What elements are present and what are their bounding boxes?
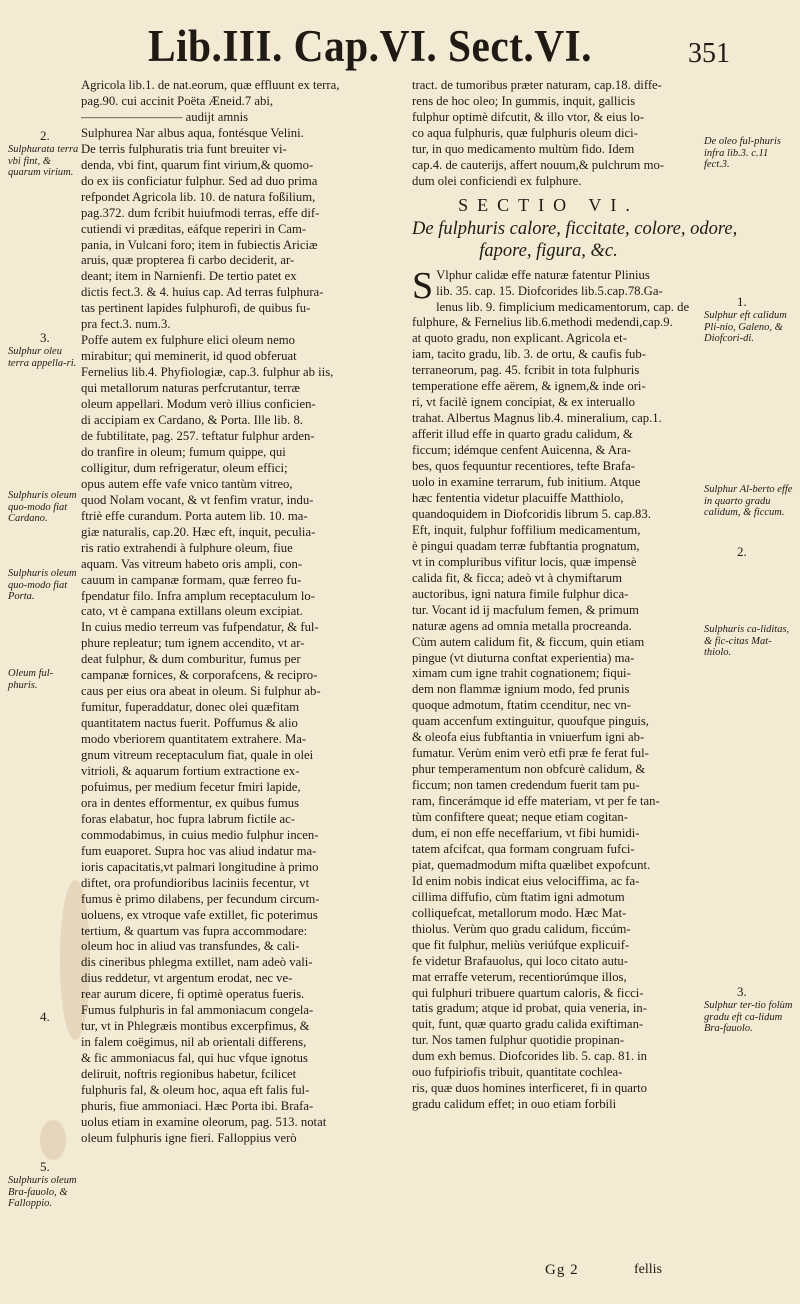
text-line: cap.4. de cauterijs, affert nouum,& pulchrum mo- (412, 157, 665, 172)
text-line: ri, vt facilè ignem concipiat, & ex interuallo (412, 395, 636, 410)
margin-note: Sulphuris ca-liditas, & fic-citas Mat-thiolo. (704, 624, 790, 658)
text-line: tatem afcifcat, qua formam congruam fufci- (412, 841, 635, 856)
text-line: commodabimus, in cuius medio fulphur incen- (81, 827, 319, 842)
text-line: Agricola lib.1. de nat.eorum, quæ effluunt ex terra, (81, 78, 340, 92)
text-line: qui metallorum naturas perfcrutantur, terræ (81, 381, 300, 396)
margin-number: 1. (737, 294, 747, 309)
text-line: aquam. Vas vitreum habeto oris ampli, con- (81, 556, 303, 571)
text-line: mat erraffe veterum, recentiorúmque illos, (412, 969, 627, 984)
text-line: deat fulphur, & dum comburitur, fumus per (81, 652, 301, 667)
text-line: Sulphurea Nar albus aqua, fontésque Velini. (81, 125, 304, 140)
text-line: refpondet Agricola lib. 10. de natura foßilium, (81, 189, 316, 204)
margin-note: Sulphur oleu terra appella-ri. (8, 346, 77, 369)
drop-cap: S (412, 264, 434, 307)
text-line: pra fect.3. num.3. (81, 317, 171, 332)
text-line: pingue (vt diuturna conftat experientia) ma- (412, 650, 635, 665)
text-line: quoque admotum, ftatim ccenditur, nec vn- (412, 698, 631, 713)
text-line: tur. Vocant id ij macfulum femen, & primum (412, 602, 639, 617)
text-line: cutiendi vi præditas, eáfque reperiri in Cam- (81, 221, 307, 236)
text-line: pag.372. dum fcribit huiufmodi terras, effe dif- (81, 205, 320, 220)
margin-number: 3. (40, 330, 50, 345)
text-line: ram, fincerámque id effe materiam, vt per fe tan- (412, 794, 660, 809)
text-line: quam accenfum extinguitur, quoufque pinguis, (412, 714, 649, 729)
text-line: aruis, quæ propterea fi carbo deciderit, ar- (81, 253, 295, 268)
margin-note: Sulphuris oleum quo-modo fiat Cardano. (8, 490, 77, 524)
text-line: pag.90. cui accinit Poëta Æneid.7 abi, (81, 93, 274, 108)
text-line: dum olei conficiendi ex fulphure. (412, 173, 582, 188)
text-line: ficcum; non tamen credendum fuerit tam pu- (412, 778, 640, 793)
right-text-column (412, 78, 738, 1113)
text-line: dum exh bemus. Diofcorides lib. 5. cap. 81. in (412, 1049, 648, 1064)
text-line: fulphure, & Fernelius lib.6.methodi medendi,cap.9. (412, 315, 673, 330)
text-line: deliruit, noftris regionibus habetur, fcilicet (81, 1067, 297, 1082)
text-line: piat, quemadmodum mifta quælibet expofcunt. (412, 857, 651, 872)
text-line: quandoquidem in Diofcoridis librum 5. cap.83. (412, 506, 651, 521)
text-line: tertium, & quartum vas fupra accommodare: (81, 923, 308, 938)
margin-note: Sulphurata terra vbi fint, & quarum virium. (8, 144, 79, 178)
section-label: SECTIO VI. (458, 194, 639, 215)
text-line: naturæ agens ad omnia metalla procreanda. (412, 618, 632, 633)
running-head (60, 18, 740, 76)
catchword: fellis (634, 1262, 662, 1277)
text-line: giæ naturalis, cap.20. Hæc eft, inquit, peculia- (81, 524, 316, 539)
text-line: rear aurum dicere, fi optimè operatus fueris. (81, 987, 305, 1002)
section-title (412, 218, 738, 262)
margin-note: De oleo ful-phuris infra lib.3. c.11 fect.3. (704, 136, 781, 170)
text-line: dius reddetur, vt argentum erodat, nec ve- (81, 971, 293, 986)
margin-number: 2. (737, 544, 747, 559)
text-line: auctoribus, igni natura fimile fulphur dica- (412, 586, 629, 601)
text-line: dum, ei non effe neceffarium, vt fibi humidi- (412, 825, 640, 840)
text-line: ximam cum igne trahit cognationem; fiqui- (412, 666, 631, 681)
text-line: fumatur. Verùm enim verò etfi præ fe ferat ful- (412, 746, 649, 761)
text-line: Id enim nobis indicat eius velociffima, ac fa- (412, 873, 640, 888)
text-line: do tranfire in oleum; fumum quippe, qui (81, 444, 286, 459)
text-line: lib. 35. cap. 15. Diofcorides lib.5.cap.78.Ga- (436, 283, 663, 298)
text-line: tatis gradum; atque id probat, quia veneria, in- (412, 1001, 647, 1016)
margin-note: Sulphur Al-berto effe in quarto gradu calidum, & ficcum. (704, 484, 793, 518)
text-line: pania, in Vulcani foro; item in fubiectis Ariciæ (81, 237, 318, 252)
text-line: oleum fulphuris igne fieri. Falloppius verò (81, 1130, 297, 1145)
text-line: tas pertinent lapides fulphurofi, de quibus fu- (81, 301, 311, 316)
text-line: tract. de tumoribus præter naturam, cap.18. diffe- (412, 78, 662, 92)
text-line: trahat. Albertus Magnus lib.4. mineralium, cap.1. (412, 411, 662, 426)
text-line: dis cineribus phlegma extillet, nam adeò vali- (81, 955, 313, 970)
text-line: In cuius medio terreum vas fufpendatur, & ful- (81, 620, 319, 635)
text-line: in falem coëgimus, nil ab orientali differens, (81, 1035, 307, 1050)
signature-mark: Gg 2 (545, 1262, 579, 1278)
margin-number: 3. (737, 984, 747, 999)
text-line: tur, in quo medicamento multùm fido. Idem (412, 141, 635, 156)
text-line: Cùm autem calidum fit, & ficcum, quin etiam (412, 634, 645, 649)
text-line: vt in compluribus vifitur locis, quæ impensè (412, 554, 637, 569)
text-line: Fumus fulphuris in fal ammoniacum congela- (81, 1003, 314, 1018)
text-line: dictis fect.3. & 4. huius cap. Ad terras fulphura- (81, 285, 324, 300)
margin-note: Sulphur eft calidum Pli-nio, Galeno, & Diofcori-di. (704, 310, 787, 344)
text-line: cauum in campanæ formam, quæ ferreo fu- (81, 572, 302, 587)
text-line: & oleofa eius fubftantia in vniuerfum igni ab- (412, 730, 645, 745)
text-line: mirabitur; qui meminerit, id quod obferuat (81, 349, 297, 364)
text-line: è pingui quadam terræ fubftantia prognatum, (412, 538, 640, 553)
text-line: gnum vitreum receptaculum fiat, quale in olei (81, 748, 314, 763)
text-line: ioris capacitatis,vt palmari longitudine à primo (81, 859, 319, 874)
text-line: quantitatem nactus fuerit. Poffumus & alio (81, 716, 298, 731)
text-line: Vlphur calidæ effe naturæ fatentur Plinius (436, 267, 650, 282)
text-line: hæc fententia videtur placuiffe Matthiolo, (412, 490, 624, 505)
paper-stain (40, 1120, 66, 1160)
text-line: temperatione effe aërem, & ignem,& inde ori- (412, 379, 646, 394)
text-line: ouo fufpiriofis tribuit, quantitate cochlea- (412, 1065, 623, 1080)
text-line: cato, vt è campana extillans oleum excipiat. (81, 604, 303, 619)
text-line: tur, vt in Phlegræis montibus excerpfimus, & (81, 1019, 310, 1034)
text-line: phur temperamentum non obfcurè calidum, & (412, 762, 646, 777)
text-line: phure repleatur; tum ignem accendito, vt ar- (81, 636, 305, 651)
text-line: co aqua fulphuris, quæ fulphuris oleum dici- (412, 125, 638, 140)
text-line: lenus lib. 9. fimplicium medicamentorum, cap. de (436, 299, 690, 314)
text-line: terraneorum, pag. 45. fcribit in tota fulphuris (412, 363, 640, 378)
text-line: bes, quos fequuntur recentiores, tefte Brafa- (412, 459, 635, 474)
text-line: rens de hoc oleo; In gummis, inquit, gallicis (412, 93, 636, 108)
text-line: fulphur optimè difcutit, & illo vtor, & eius lo- (412, 109, 645, 124)
text-line: De terris fulphuratis tria funt breuiter vi- (81, 141, 287, 156)
text-line: uolo in examine terrarum, fub initium. Atque (412, 475, 641, 490)
text-line: que fit fulphur, meliùs veriúfque explicuif- (412, 937, 630, 952)
margin-note: Sulphuris oleum Bra-fauolo, & Falloppio. (8, 1175, 77, 1209)
page-number: 351 (688, 38, 730, 69)
text-line: ———————— audijt amnis (81, 109, 249, 124)
text-line: ora in dentes efformentur, ex quibus fumus (81, 795, 300, 810)
text-line: quit, funt, quæ quarto gradu calida exiftiman- (412, 1017, 644, 1032)
right-column-body (412, 264, 690, 1114)
margin-note: Sulphuris oleum quo-modo fiat Porta. (8, 568, 77, 602)
text-line: dem non flammæ ignium modo, fed prunis (412, 682, 630, 697)
text-line: fumus è primo dilabens, per fecundum circum- (81, 891, 320, 906)
text-line: opus autem effe vafe vnico tantùm vitreo, (81, 476, 293, 491)
text-line: diftet, ora profundioribus laciniis fecentur, vt (81, 875, 310, 890)
text-line: colligitur, dum refrigeratur, oleum effici; (81, 460, 288, 475)
text-line: deant; item in Narnienfi. De tertio patet ex (81, 269, 297, 284)
section-title-line: fapore, figura, &c. (479, 240, 618, 261)
text-line: at quoto gradu, non explicant. Agricola et- (412, 331, 627, 346)
margin-note: Oleum ful-phuris. (8, 668, 54, 691)
text-line: ris, quæ duos homines interficeret, fi in quarto (412, 1081, 648, 1096)
text-line: oleum appellari. Modum verò illius conficien- (81, 397, 316, 412)
text-line: thiolus. Verùm quo gradu calidum, ficcúm- (412, 921, 631, 936)
section-title-line: De fulphuris calore, ficcitate, colore, odore, (412, 218, 738, 239)
text-line: fumitur, fuperaddatur, donec olei quæfitam (81, 700, 300, 715)
text-line: campanæ fornices, & corporafcens, & recipro- (81, 668, 318, 683)
text-line: phuris, fiue ammoniaci. Hæc Porta ibi. Brafa- (81, 1099, 314, 1113)
text-line: Poffe autem ex fulphure elici oleum nemo (81, 333, 295, 348)
text-line: fulphuris fal, & oleum hoc, aqua eft falis ful- (81, 1083, 310, 1098)
text-line: calida fit, & ficca; adeò vt à chymiftarum (412, 570, 622, 585)
text-line: ficcum; idémque cenfent Auicenna, & Ara- (412, 443, 632, 458)
text-line: caus per eius ora abeat in oleum. Si fulphur ab- (81, 684, 321, 699)
left-text-column (81, 78, 382, 1147)
text-line: cillima diffufio, cùm ftatim igni admotum (412, 889, 625, 904)
text-line: de fubtilitate, pag. 257. teftatur fulphur arden- (81, 428, 315, 443)
text-line: quod Nolam vocant, & vt fenfim vratur, indu- (81, 492, 314, 507)
text-line: colliquefcat, metallorum modo. Hæc Mat- (412, 905, 627, 920)
text-line: Fernelius lib.4. Phyfiologiæ, cap.3. fulphur ab iis, (81, 365, 334, 380)
text-line: afferit illud effe in quarto gradu calidum, & (412, 427, 633, 442)
text-line: & fic ammoniacus fal, qui huc vfque ignotus (81, 1051, 308, 1066)
text-line: fum euaporet. Supra hoc vas aliud indatur ma- (81, 843, 317, 858)
margin-number: 5. (40, 1159, 50, 1174)
text-line: qui fulphuri tribuere quartum caloris, & ficci- (412, 985, 644, 1000)
text-line: fe videtur Brafauolus, qui loco citato autu- (412, 953, 628, 968)
text-line: uolus etiam in examine oleorum, pag. 513. notat (81, 1114, 327, 1129)
text-line: iam, tacito gradu, lib. 3. de ortu, & caufis fub- (412, 347, 646, 362)
text-line: foras elabatur, hoc fupra labrum fictile ac- (81, 811, 296, 826)
text-line: gradu calidum effet; in ouo etiam forbili (412, 1097, 617, 1112)
margin-note: Sulphur ter-tio folùm gradu eft ca-lidum Bra-fauolo. (704, 1000, 793, 1034)
text-line: tur. Nos tamen fulphur quotidie propinan- (412, 1033, 625, 1048)
text-line: Eft, inquit, fulphur foffilium medicamentum, (412, 522, 641, 537)
margin-number: 2. (40, 128, 50, 143)
text-line: pofuimus, per medium fecetur fmiri lapide, (81, 779, 301, 794)
text-line: modo vberiorem quantitatem extrahere. Ma- (81, 732, 307, 747)
text-line: uoluens, ex vtroque vafe extillet, fic poterimus (81, 907, 318, 922)
text-line: fpendatur filo. Infra amplum receptaculum lo- (81, 588, 315, 603)
text-line: do ex iis conficiatur fulphur. Sed ad duo prima (81, 173, 318, 188)
text-line: vitrioli, & aquarum fortium extractione ex- (81, 763, 300, 778)
right-column-top (412, 78, 685, 190)
running-title: Lib.III. Cap.VI. Sect.VI. (148, 21, 592, 71)
text-line: denda, vbi fint, quarum fint virium,& quomo- (81, 157, 314, 172)
text-line: tùm confiftere queat; neque etiam cogitan- (412, 810, 628, 825)
text-line: ris ratio extrahendi à fulphure oleum, fiue (81, 540, 293, 555)
text-line: di accipiam ex Cardano, & Porta. Ille lib. 8. (81, 413, 303, 428)
text-line: ftriè effe curandum. Porta autem lib. 10. ma- (81, 508, 308, 523)
text-line: oleum hoc in aliud vas transfundes, & cali- (81, 939, 300, 954)
margin-number: 4. (40, 1009, 50, 1024)
